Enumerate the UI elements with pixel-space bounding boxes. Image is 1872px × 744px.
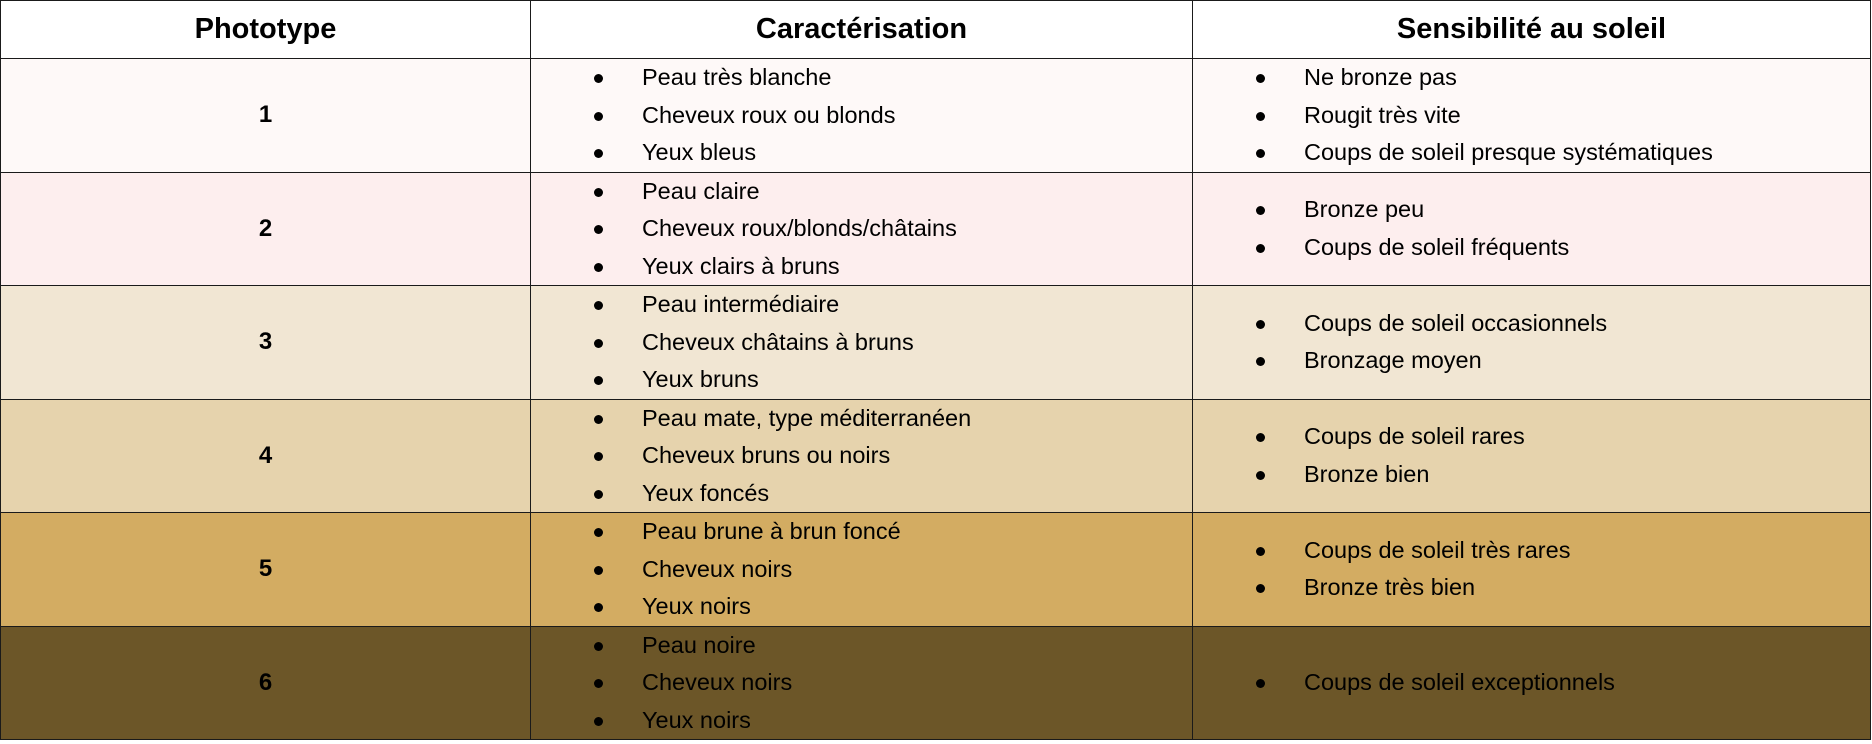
table-row	[1, 513, 1871, 627]
list-item: Cheveux roux/blonds/châtains	[594, 210, 1192, 248]
list-item: Yeux bleus	[594, 134, 1192, 172]
list-item: Cheveux noirs	[594, 664, 1192, 702]
list-item: Yeux noirs	[594, 588, 1192, 626]
list-item: Rougit très vite	[1256, 97, 1870, 135]
list-item: Peau très blanche	[594, 59, 1192, 97]
list-item: Bronzage moyen	[1256, 342, 1870, 380]
list-item: Cheveux noirs	[594, 551, 1192, 589]
list-item: Coups de soleil exceptionnels	[1256, 664, 1870, 702]
list-item: Peau claire	[594, 173, 1192, 211]
list-item: Cheveux bruns ou noirs	[594, 437, 1192, 475]
table-row	[1, 399, 1871, 513]
caracterisation-cell	[531, 172, 1193, 286]
table-header	[1, 1, 1871, 59]
list-item: Bronze bien	[1256, 456, 1870, 494]
caracterisation-list	[531, 400, 1192, 513]
list-item: Yeux bruns	[594, 361, 1192, 399]
sensibilite-cell	[1193, 513, 1871, 627]
sensibilite-list	[1193, 418, 1870, 493]
phototype-cell: 2	[1, 172, 531, 286]
caracterisation-cell	[531, 59, 1193, 173]
caracterisation-cell	[531, 286, 1193, 400]
phototype-cell: 4	[1, 399, 531, 513]
list-item: Bronze très bien	[1256, 569, 1870, 607]
sensibilite-list	[1193, 191, 1870, 266]
list-item: Peau noire	[594, 627, 1192, 665]
header-row	[1, 1, 1871, 59]
sensibilite-list	[1193, 664, 1870, 702]
table-row	[1, 286, 1871, 400]
list-item: Peau intermédiaire	[594, 286, 1192, 324]
sensibilite-list	[1193, 59, 1870, 172]
sensibilite-cell	[1193, 59, 1871, 173]
phototype-cell: 3	[1, 286, 531, 400]
list-item: Coups de soleil occasionnels	[1256, 305, 1870, 343]
list-item: Ne bronze pas	[1256, 59, 1870, 97]
list-item: Coups de soleil très rares	[1256, 532, 1870, 570]
sensibilite-cell	[1193, 626, 1871, 740]
header-sensibilite: Sensibilité au soleil	[1193, 1, 1871, 59]
table-row	[1, 172, 1871, 286]
list-item: Peau brune à brun foncé	[594, 513, 1192, 551]
header-phototype: Phototype	[1, 1, 531, 59]
sensibilite-cell	[1193, 399, 1871, 513]
caracterisation-list	[531, 513, 1192, 626]
list-item: Yeux foncés	[594, 475, 1192, 513]
table-body	[1, 59, 1871, 740]
list-item: Yeux noirs	[594, 702, 1192, 740]
caracterisation-list	[531, 627, 1192, 740]
sensibilite-cell	[1193, 172, 1871, 286]
caracterisation-list	[531, 286, 1192, 399]
caracterisation-cell	[531, 626, 1193, 740]
phototype-cell: 1	[1, 59, 531, 173]
phototype-cell: 5	[1, 513, 531, 627]
phototype-cell: 6	[1, 626, 531, 740]
list-item: Coups de soleil rares	[1256, 418, 1870, 456]
caracterisation-list	[531, 173, 1192, 286]
caracterisation-cell	[531, 513, 1193, 627]
list-item: Bronze peu	[1256, 191, 1870, 229]
sensibilite-list	[1193, 305, 1870, 380]
list-item: Cheveux châtains à bruns	[594, 324, 1192, 362]
table-row	[1, 626, 1871, 740]
sensibilite-list	[1193, 532, 1870, 607]
list-item: Coups de soleil fréquents	[1256, 229, 1870, 267]
header-caracterisation: Caractérisation	[531, 1, 1193, 59]
table-row	[1, 59, 1871, 173]
list-item: Coups de soleil presque systématiques	[1256, 134, 1870, 172]
list-item: Yeux clairs à bruns	[594, 248, 1192, 286]
list-item: Peau mate, type méditerranéen	[594, 400, 1192, 438]
sensibilite-cell	[1193, 286, 1871, 400]
caracterisation-cell	[531, 399, 1193, 513]
caracterisation-list	[531, 59, 1192, 172]
list-item: Cheveux roux ou blonds	[594, 97, 1192, 135]
